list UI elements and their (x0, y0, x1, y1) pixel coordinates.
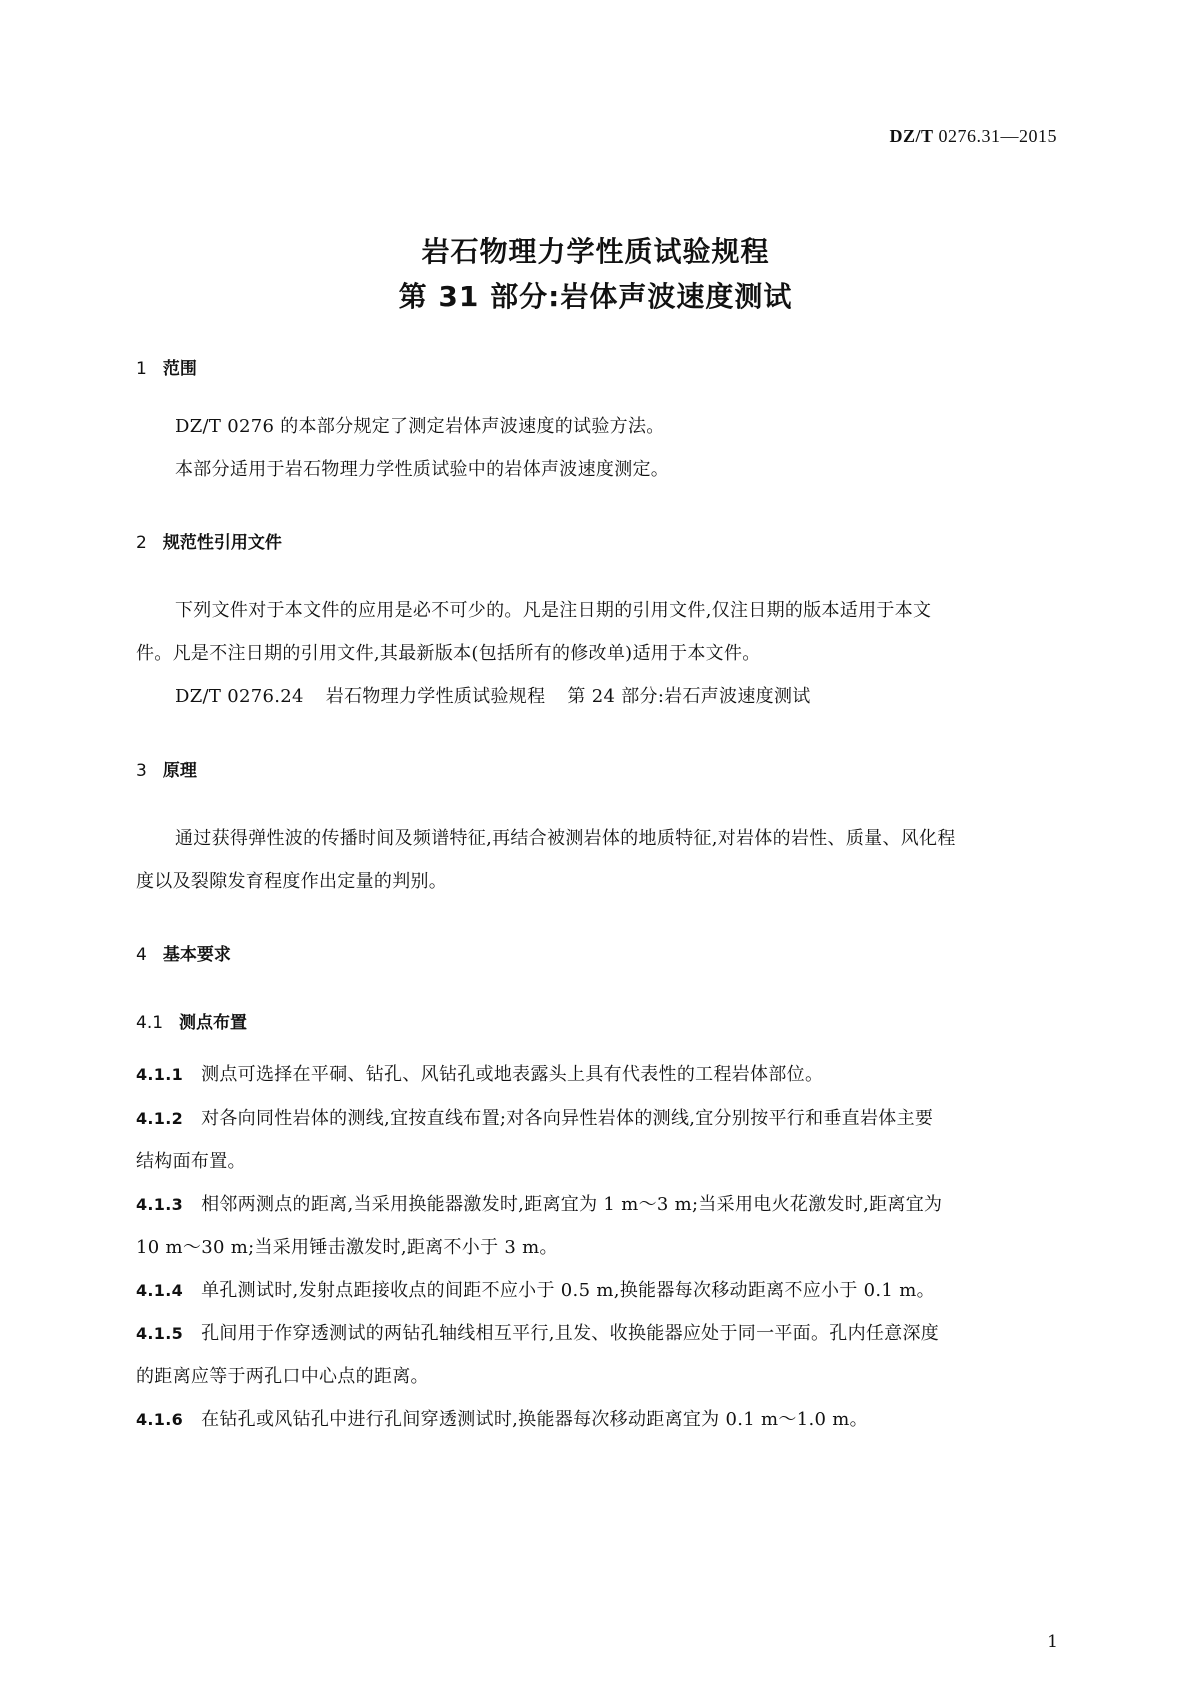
clause-number: 4.1.4 (136, 1281, 184, 1300)
clause-4-1-2-continuation: 结构面布置。 (136, 1151, 246, 1172)
clause-4-1-3-continuation: 10 m～30 m;当采用锤击激发时,距离不小于 3 m。 (136, 1237, 558, 1258)
reference-title: 岩石物理力学性质试验规程 (325, 686, 546, 707)
standard-code (889, 126, 1057, 147)
clause-number: 4.1.2 (136, 1109, 184, 1128)
clause-text: 相邻两测点的距离,当采用换能器激发时,距离宜为 1 m～3 m;当采用电火花激发时,距离宜为 (201, 1194, 943, 1215)
clause-number: 4.1.5 (136, 1324, 184, 1343)
clause-4-1-2 (136, 1104, 933, 1130)
section-2-paragraph-line-1: 下列文件对于本文件的应用是必不可少的。凡是注日期的引用文件,仅注日期的版本适用于本文 (175, 600, 932, 621)
section-1-paragraph-2: 本部分适用于岩石物理力学性质试验中的岩体声波速度测定。 (175, 459, 670, 480)
reference-code: DZ/T 0276.24 (175, 686, 304, 707)
clause-text: 测点可选择在平硐、钻孔、风钻孔或地表露头上具有代表性的工程岩体部位。 (201, 1064, 824, 1085)
section-1-paragraph-1: DZ/T 0276 的本部分规定了测定岩体声波速度的试验方法。 (175, 416, 665, 437)
clause-4-1-4 (136, 1276, 935, 1302)
reference-part: 第 24 部分:岩石声波速度测试 (567, 686, 811, 707)
subsection-title: 测点布置 (179, 1013, 248, 1033)
clause-text: 对各向同性岩体的测线,宜按直线布置;对各向异性岩体的测线,宜分别按平行和垂直岩体主要 (201, 1108, 934, 1129)
document-title: 岩石物理力学性质试验规程 (421, 235, 770, 268)
section-number: 2 (136, 533, 147, 553)
section-3-paragraph-line-1: 通过获得弹性波的传播时间及频谱特征,再结合被测岩体的地质特征,对岩体的岩性、质量、风化程 (175, 828, 956, 849)
clause-4-1-3 (136, 1190, 942, 1216)
clause-number: 4.1.3 (136, 1195, 184, 1214)
subsection-number: 4.1 (136, 1013, 164, 1033)
clause-text: 单孔测试时,发射点距接收点的间距不应小于 0.5 m,换能器每次移动距离不应小于 0.1 m。 (201, 1280, 935, 1301)
section-number: 4 (136, 945, 147, 965)
section-number: 3 (136, 761, 147, 781)
clause-text: 孔间用于作穿透测试的两钻孔轴线相互平行,且发、收换能器应处于同一平面。孔内任意深度 (201, 1323, 940, 1344)
standard-code-number: 0276.31—2015 (933, 126, 1057, 146)
section-3-paragraph-line-2: 度以及裂隙发育程度作出定量的判别。 (136, 871, 448, 892)
section-3-heading (136, 756, 197, 781)
clause-text: 在钻孔或风钻孔中进行孔间穿透测试时,换能器每次移动距离宜为 0.1 m～1.0 m。 (201, 1409, 868, 1430)
section-title: 范围 (162, 359, 197, 379)
section-2-paragraph-line-2: 件。凡是不注日期的引用文件,其最新版本(包括所有的修改单)适用于本文件。 (136, 643, 761, 664)
clause-4-1-6 (136, 1405, 868, 1431)
clause-number: 4.1.1 (136, 1065, 184, 1084)
page-number: 1 (1047, 1632, 1058, 1652)
section-title: 基本要求 (162, 945, 231, 965)
normative-reference (175, 682, 811, 708)
clause-4-1-1 (136, 1060, 823, 1086)
section-4-heading (136, 940, 231, 965)
document-subtitle: 第 31 部分:岩体声波速度测试 (398, 280, 793, 313)
standard-code-prefix: DZ/T (889, 126, 934, 146)
clause-4-1-5 (136, 1319, 939, 1345)
section-1-heading (136, 354, 197, 379)
subsection-4-1-heading (136, 1008, 247, 1033)
clause-4-1-5-continuation: 的距离应等于两孔口中心点的距离。 (136, 1366, 429, 1387)
section-2-heading (136, 528, 282, 553)
section-title: 原理 (162, 761, 197, 781)
section-title: 规范性引用文件 (162, 533, 282, 553)
section-number: 1 (136, 359, 147, 379)
clause-number: 4.1.6 (136, 1410, 184, 1429)
